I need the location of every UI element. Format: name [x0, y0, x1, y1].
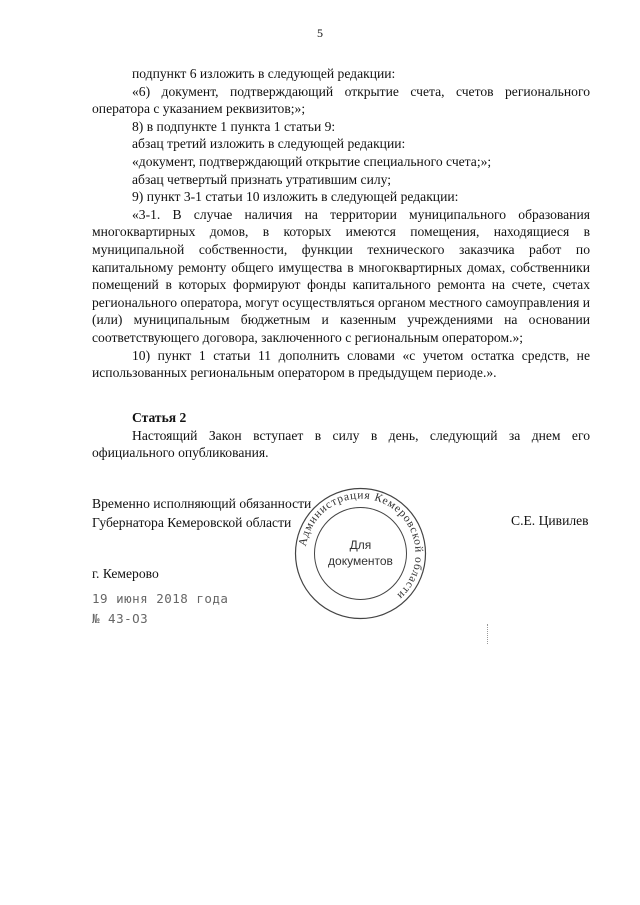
- article-2: [92, 409, 590, 462]
- paragraph: «документ, подтверждающий открытие специального счета;»;: [132, 153, 492, 169]
- seal-inner-line: документов: [328, 554, 393, 568]
- paragraph: абзац четвертый признать утратившим силу;: [132, 171, 392, 187]
- paragraph: подпункт 6 изложить в следующей редакции:: [132, 66, 396, 81]
- article-heading: Статья 2: [132, 410, 187, 425]
- seal-outer-text: Администрация Кемеровской области: [296, 489, 425, 602]
- registration-stamp: [92, 589, 228, 629]
- registration-date: 19 июня 2018 года: [92, 591, 229, 606]
- signatory-name: С.Е. Цивилев: [511, 513, 589, 528]
- paragraph: абзац третий изложить в следующей редакции:: [132, 136, 406, 152]
- registration-number: № 43-ОЗ: [92, 611, 149, 626]
- signature-title-line: Губернатора Кемеровской области: [92, 515, 292, 530]
- city: г. Кемерово: [92, 566, 159, 581]
- official-seal: [293, 486, 428, 621]
- paragraph: «3-1. В случае наличия на территории муниципального образования многоквартирных домов, в которых имеются помещения, находящиеся в муниципальной собственности, функции технического заказчика работ по капитальному ремонту общего имущества в многоквартирных домах, собственники помещений в которых формируют фонды капитального ремонта на счете, счетах регионального оператора, могут осуществляться органом местного самоуправления и (или) муниципальным бюджетным и казенным учреждениями на основании соответствующего договора, заключенного с региональным оператором.»;: [92, 206, 590, 345]
- paragraph: 8) в подпункте 1 пункта 1 статьи 9:: [132, 118, 336, 134]
- scan-mark: [487, 624, 490, 644]
- seal-inner-line: Для: [349, 538, 372, 552]
- page-number: 5: [317, 26, 323, 40]
- article-1-continuation: [92, 65, 590, 382]
- paragraph: Настоящий Закон вступает в силу в день, следующий за днем его официального опубликования.: [92, 427, 590, 461]
- paragraph: 10) пункт 1 статьи 11 дополнить словами «с учетом остатка средств, не использованных региональным оператором в предыдущем периоде.».: [92, 347, 590, 381]
- signature-title-line: Временно исполняющий обязанности: [92, 496, 312, 511]
- signature-title: [92, 494, 311, 532]
- paragraph: 9) пункт 3-1 статьи 10 изложить в следующей редакции:: [132, 189, 459, 205]
- paragraph: «6) документ, подтверждающий открытие счета, счетов регионального оператора с указанием реквизитов;»;: [92, 83, 590, 117]
